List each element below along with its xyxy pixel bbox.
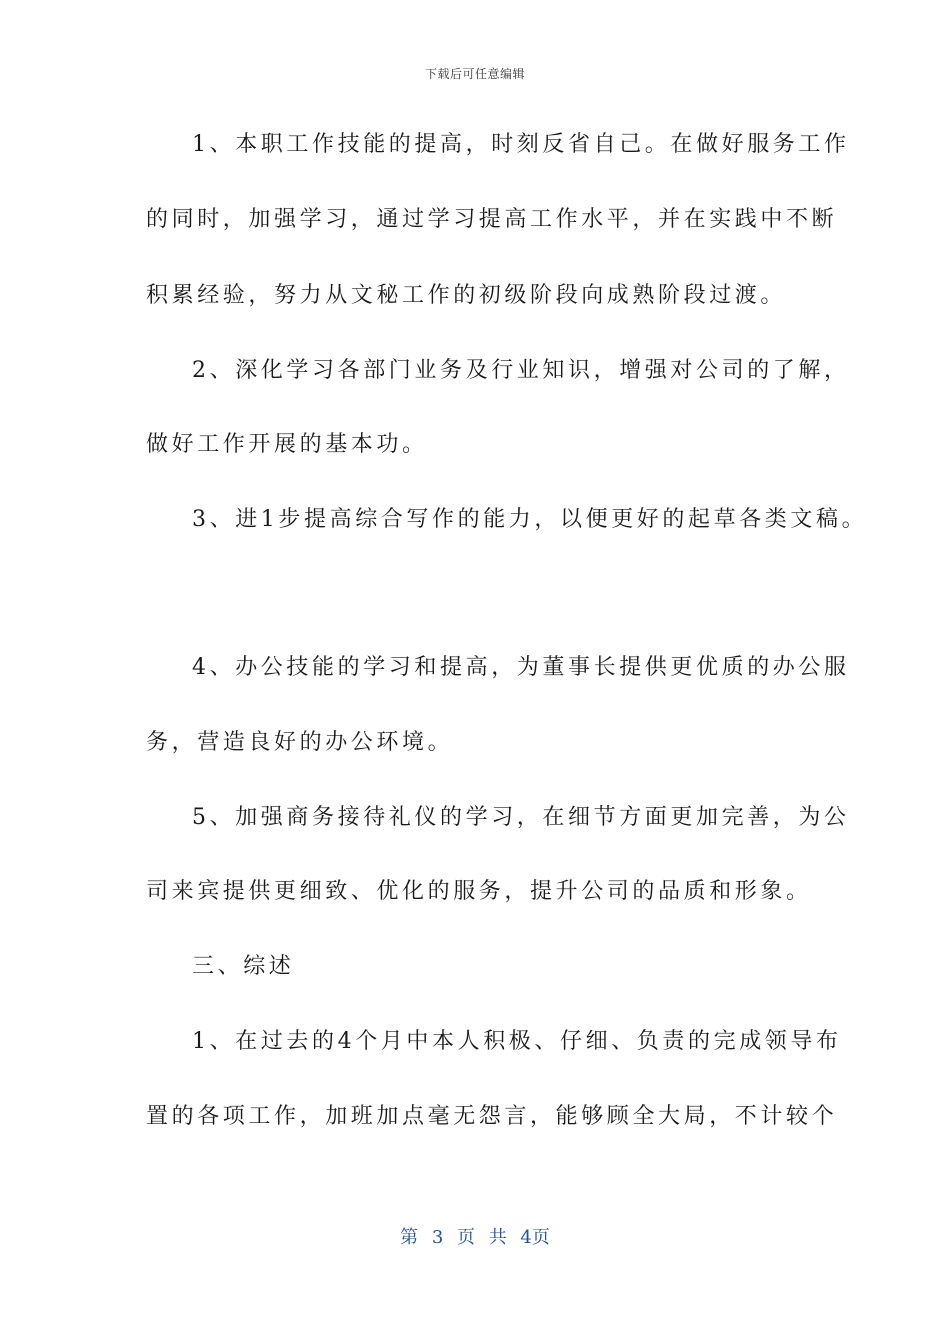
- body-line: 4、办公技能的学习和提高，为董事长提供更优质的办公服: [192, 655, 850, 680]
- body-line: 的同时，加强学习，通过学习提高工作水平，并在实践中不断: [146, 207, 838, 232]
- page-footer: 第 3 页 共 4页: [400, 1227, 550, 1248]
- body-line: 2、深化学习各部门业务及行业知识，增强对公司的了解，: [192, 358, 850, 383]
- body-line: 积累经验，努力从文秘工作的初级阶段向成熟阶段过渡。: [146, 283, 787, 308]
- page-header: 下载后可任意编辑: [424, 67, 525, 81]
- body-line: 做好工作开展的基本功。: [146, 432, 428, 457]
- section-heading: 三、综述: [192, 954, 295, 979]
- body-line: 司来宾提供更细致、优化的服务，提升公司的品质和形象。: [146, 879, 812, 904]
- body-line: 3、进1步提高综合写作的能力，以便更好的起草各类文稿。: [192, 507, 868, 532]
- body-line: 1、本职工作技能的提高，时刻反省自己。在做好服务工作: [192, 132, 850, 157]
- body-line: 1、在过去的4个月中本人积极、仔细、负责的完成领导布: [192, 1029, 842, 1054]
- body-line: 务，营造良好的办公环境。: [146, 730, 454, 755]
- body-line: 置的各项工作，加班加点毫无怨言，能够顾全大局，不计较个: [146, 1104, 838, 1129]
- body-line: 5、加强商务接待礼仪的学习，在细节方面更加完善，为公: [192, 805, 850, 830]
